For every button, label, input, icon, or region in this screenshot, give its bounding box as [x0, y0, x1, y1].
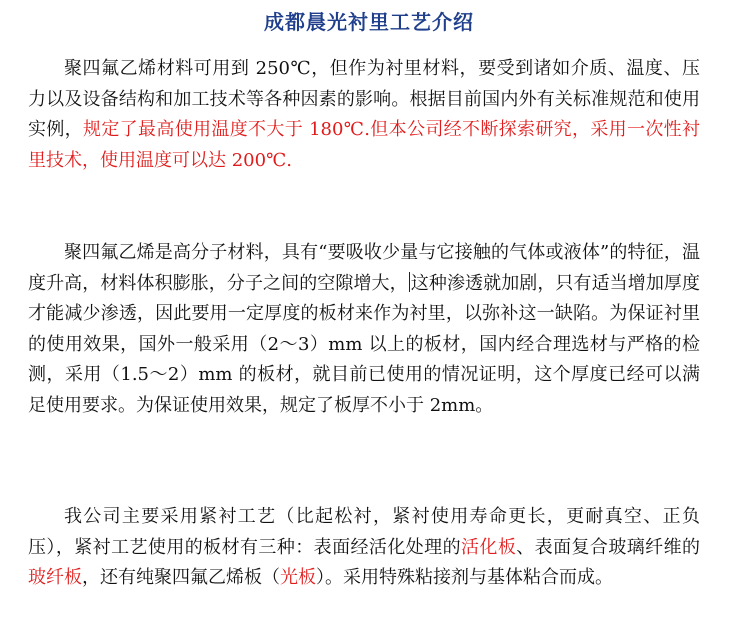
text-cursor [409, 272, 410, 292]
paragraph-text: 、表面复合玻璃纤维的 [516, 536, 700, 558]
paragraph-text: ）。采用特殊粘接剂与基体粘合而成。 [316, 567, 613, 588]
paragraph-text: 我公司主要采用紧衬工艺（比起松衬，紧衬使用寿命更长，更耐真空、正负压），紧衬工艺使用的板材有三种：表面经活化处理的 [28, 506, 700, 558]
paragraph-temperature [28, 54, 700, 176]
paragraph-process [28, 502, 700, 594]
highlighted-text-glass-fiber-board: 玻纤板 [28, 567, 82, 588]
highlighted-text-activated-board: 活化板 [461, 536, 517, 558]
paragraph-text: ，还有纯聚四氟乙烯板（ [82, 567, 280, 588]
highlighted-text: 规定了最高使用温度不大于 180℃.但本公司经不断探索研究，采用一次性衬里技术，使用温度可以达 200℃. [28, 119, 701, 171]
document-title: 成都晨光衬里工艺介绍 [264, 10, 474, 34]
paragraph-text: 聚四氟乙烯材料可用到 250℃，但作为衬里材料，要受到诸如介质、温度、压力以及设备结构和加工技术等各种因素的影响。根据目前国内外有关标准规范和使用实例， [28, 58, 700, 140]
paragraph-text: 聚四氟乙烯是高分子材料，具有“要吸收少量与它接触的气体或液体”的特征，温度升高，材料体积膨胀，分子之间的空隙增大， [28, 242, 700, 294]
paragraph-thickness [28, 238, 700, 421]
highlighted-text-plain-board: 光板 [280, 567, 316, 588]
paragraph-text: 这种渗透就加剧，只有适当增加厚度才能减少渗透，因此要用一定厚度的板材来作为衬里，以弥补这一缺陷。为保证衬里的使用效果，国外一般采用（2～3）mm 以上的板材，国内经合理选材与严格的检测，采用（1.5～2）mm 的板材，就目前已使用的情况证明，这个厚度已经可以满足使用要求。为保证使用效果，规定了板厚不小于 2mm。 [28, 272, 700, 416]
